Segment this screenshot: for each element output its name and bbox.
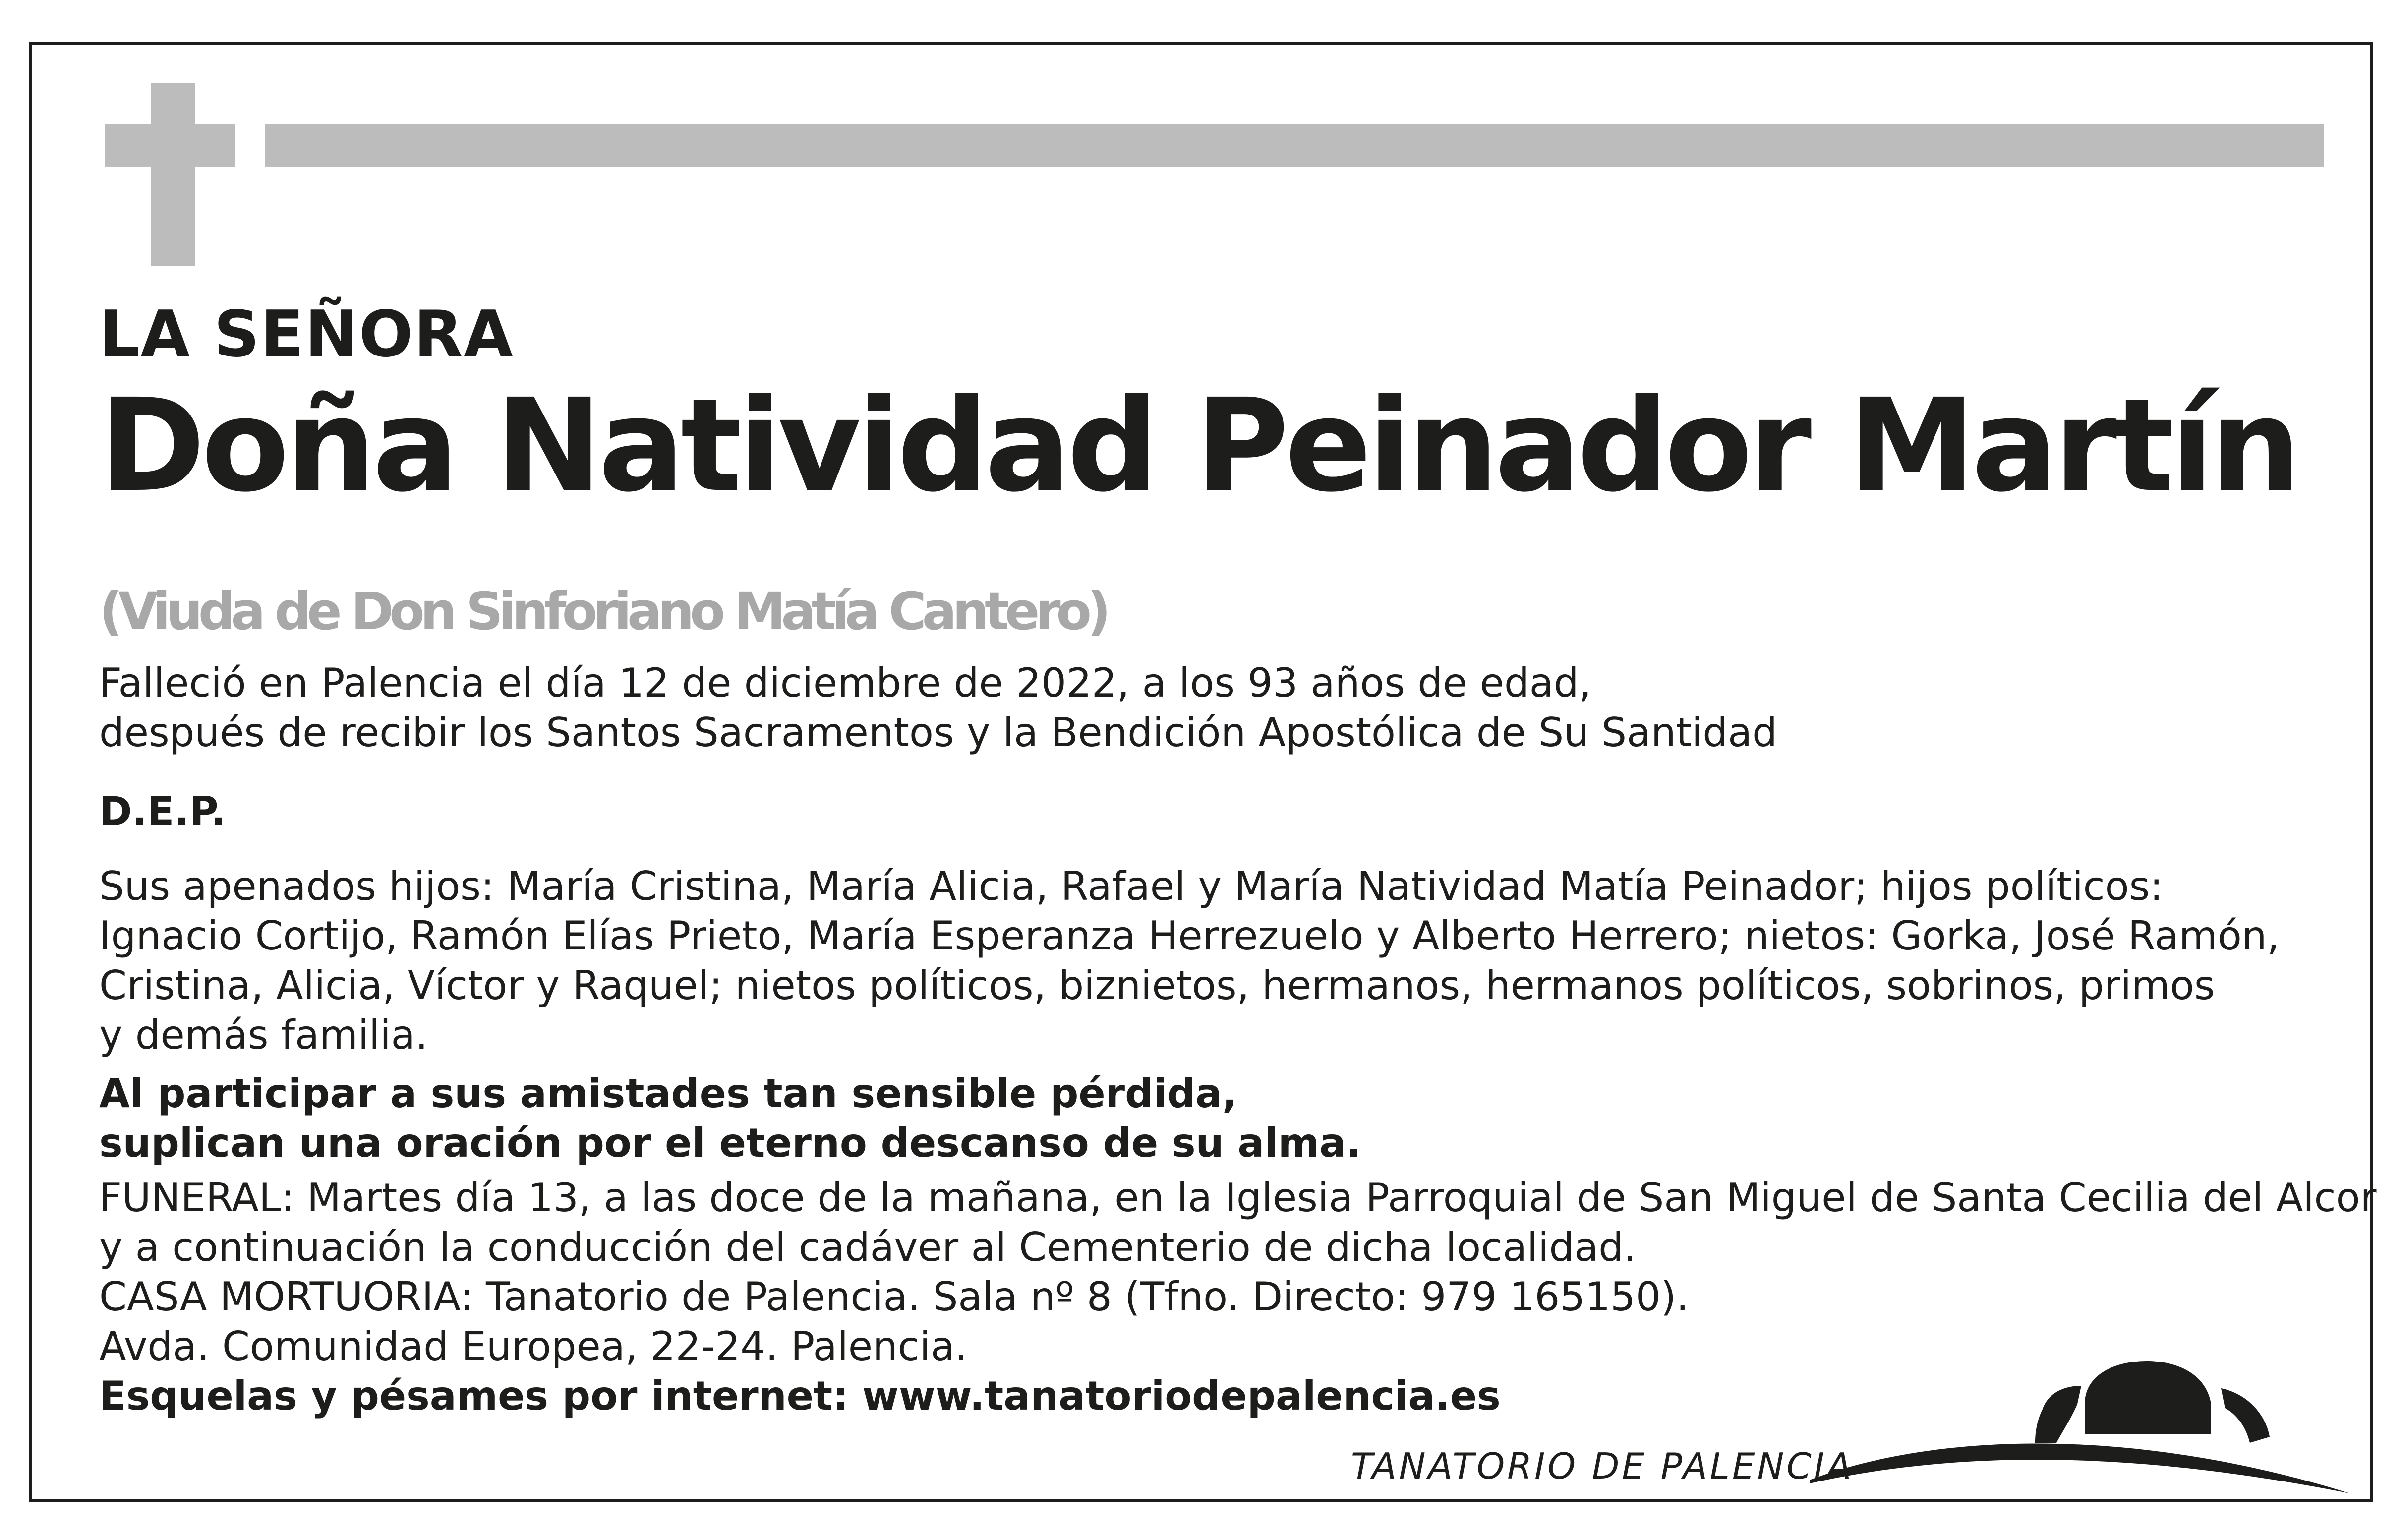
funeral-line: y a continuación la conducción del cadáver al Cementerio de dicha localidad.	[99, 1224, 1637, 1270]
tanatorio-logo-text: TANATORIO DE PALENCIA	[1351, 1445, 1854, 1487]
rest-in-peace: D.E.P.	[99, 788, 227, 834]
prayer-request	[99, 1069, 1361, 1168]
honorific-title: LA SEÑORA	[99, 297, 514, 371]
funeral-line: Avda. Comunidad Europea, 22-24. Palencia.	[99, 1323, 968, 1369]
family-line: Ignacio Cortijo, Ramón Elías Prieto, María Esperanza Herrezuelo y Alberto Herrero; nietos: Gorka, José Ramón,	[99, 913, 2280, 959]
website-link[interactable]: Esquelas y pésames por internet: www.tanatoriodepalencia.es	[99, 1373, 1501, 1419]
deceased-name: Doña Natividad Peinador Martín	[99, 371, 2297, 520]
family-line: y demás familia.	[99, 1012, 428, 1058]
funeral-line: CASA MORTUORIA: Tanatorio de Palencia. Sala nº 8 (Tfno. Directo: 979 165150).	[99, 1274, 1689, 1320]
tanatorio-logo-icon	[1810, 1339, 2355, 1502]
widow-note: (Viuda de Don Sinforiano Matía Cantero)	[99, 581, 1107, 642]
death-details	[99, 658, 1777, 758]
cross-vertical-icon	[151, 83, 195, 266]
family-line: Sus apenados hijos: María Cristina, María Alicia, Rafael y María Natividad Matía Peinador; hijos políticos:	[99, 863, 2164, 909]
family-line: Cristina, Alicia, Víctor y Raquel; nietos políticos, biznietos, hermanos, hermanos políticos, sobrinos, primos	[99, 962, 2215, 1008]
family-list	[99, 862, 2280, 1060]
plea-line: Al participar a sus amistades tan sensible pérdida,	[99, 1070, 1237, 1117]
funeral-line: FUNERAL: Martes día 13, a las doce de la mañana, en la Iglesia Parroquial de San Miguel de Santa Cecilia del Alcor	[99, 1175, 2377, 1221]
cross-horizontal-icon	[105, 124, 235, 167]
header-rule	[265, 124, 2324, 167]
plea-line: suplican una oración por el eterno descanso de su alma.	[99, 1120, 1361, 1166]
death-line: Falleció en Palencia el día 12 de diciembre de 2022, a los 93 años de edad,	[99, 660, 1591, 706]
death-line: después de recibir los Santos Sacramentos y la Bendición Apostólica de Su Santidad	[99, 710, 1777, 756]
